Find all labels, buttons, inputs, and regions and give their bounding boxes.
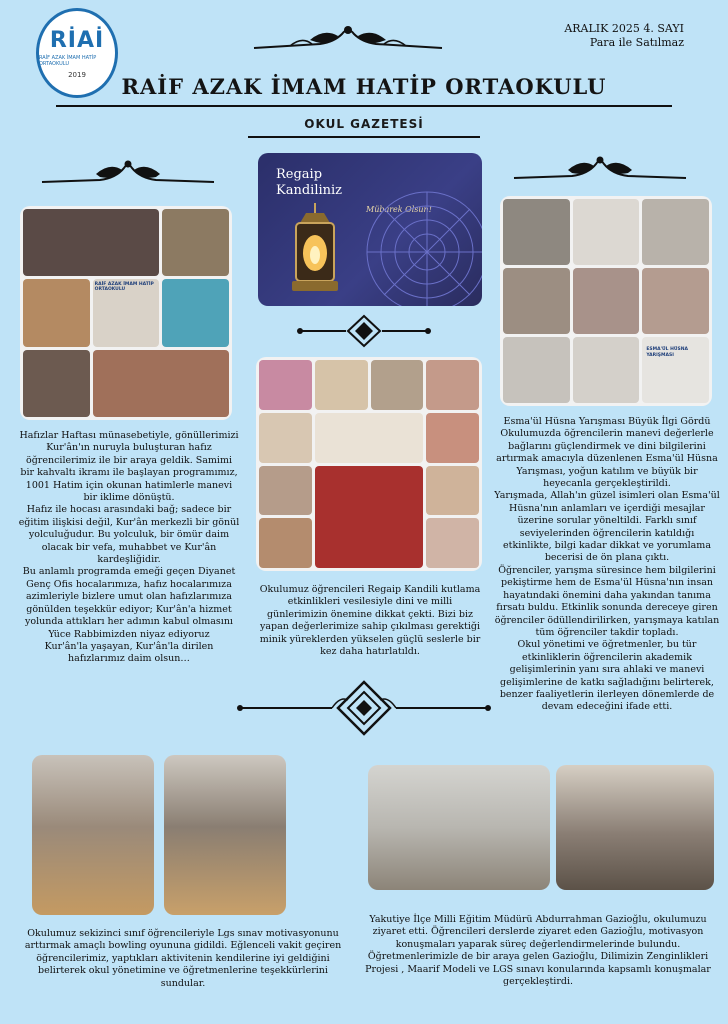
esma-paragraph-3: Öğrenciler, yarışma süresince hem bilgilerini pekiştirme hem de Esma'ül Hüsna'nın insan hayatındaki önemini daha yakından tanıma fırsatı buldu. Etkinlik sonunda dereceye giren öğrenciler ödüllendirilirken, yarışmaya katılan tüm öğrenciler takdir topladı. [494,564,720,638]
regaip-title [276,167,342,199]
mandala-icon [362,187,482,306]
photo-award-3 [642,268,709,334]
esma-headline: Esma'ül Hüsna Yarışması Büyük İlgi Gördü [503,416,711,427]
hafizlar-paragraph-4: Kur'ân'la yaşayan, Kur'ân'la dirilen hafızlarımız daim olsun… [44,640,214,665]
photo-outdoor [23,350,90,417]
photo-hall [162,209,229,276]
right-ornament [512,154,688,188]
esma-photo-collage [500,196,712,406]
bowling-paragraph: Okulumuz sekizinci sınıf öğrencileriyle Lgs sınav motivasyonunu arttırmak amaçlı bowling oyununa gidildi. Eğlenceli vakit geçiren öğrencilerimiz, yaptıkları aktivitenin kendilerine iyi geldiğini belirterek okul yönetimine ve öğretmenlerine teşekkürlerini sundular. [24,928,342,989]
hafizlar-photo-collage [20,206,232,420]
regaip-kandili-card [258,153,482,306]
lantern-icon [280,201,350,301]
left-ornament [40,158,216,192]
header-ornament [250,22,446,58]
regaip-paragraph: Okulumuz öğrencileri Regaip Kandili kutlama etkinlikleri vesilesiyle dini ve milli günlerimizin önemine dikkat çekti. Bizi biz yapan değerlerimize sahip çıkılması gerektiği minik yüreklerden yükselen güçlü seslerle bir kez daha hatırlatıldı. [259,584,481,658]
photo-cookies [259,518,312,568]
price-line: Para ile Satılmaz [589,36,684,49]
photo-kids-1 [259,360,312,410]
esma-board-text: ESMA'ÜL HÜSNA YARIŞMASI [646,347,688,358]
photo-esma-board [642,337,709,403]
photo-kids-5 [259,413,312,463]
photo-classroom-2 [573,199,640,265]
bowling-photo-2 [164,755,286,915]
esma-article [494,416,720,714]
esma-paragraph-2: Yarışmada, Allah'ın güzel isimleri olan Esma'ül Hüsna'nın anlamları ve içerdiği mesajlar üzerine sorular yöneltildi. Farklı sınıf seviyelerinden öğrencilerin katıldığı etkinlikte, bilgi kadar dikkat ve yorumlama becerisi de ön plana çıktı. [494,490,720,564]
hafizlar-paragraph-2: Hafız ile hocası arasındaki bağ; sadece bir eğitim ilişkisi değil, Kur'ân merkezli bir gönül yolculuğudur. Bu yolculuk, bir ömür daim olacak bir vefa, muhabbet ve Kur'ân kardeşliğidir. [18,504,240,566]
visit-article [356,914,720,988]
logo-subtitle: RAİF AZAK İMAM HATİP ORTAOKULU [39,54,97,67]
bowling-photo-1 [32,755,154,915]
photo-banner [93,279,160,346]
visit-paragraph: Yakutiye İlçe Milli Eğitim Müdürü Abdurrahman Gazioğlu, okulumuzu ziyaret etti. Öğrencileri derslerde ziyaret eden Gazioğlu, motivasyon konuşmaları yaparak süreç değerlendirmelerinde bulundu. Öğretmenlerimizle de bir araya gelen Gazioğlu, Dilimizin Zenginlikleri Projesi , Maarif Modeli ve LGS sınavı konularında kapsamlı konuşmalar gerçekleştirdi. [365,914,711,988]
photo-table [162,279,229,346]
photo-group [23,209,159,276]
center-ornament [296,314,432,348]
logo-mark: RİAİ [49,27,105,53]
photo-kids-8 [426,466,479,516]
photo-classroom-1 [503,199,570,265]
photo-award-1 [503,268,570,334]
photo-classroom-3 [642,199,709,265]
photo-kids-4 [426,360,479,410]
bowling-article [18,928,348,990]
photo-kids-6 [426,413,479,463]
banner-text: RAİF AZAK İMAM HATİP ORTAOKULU [94,282,154,293]
photo-crafts [315,413,424,463]
label-rule [248,136,480,138]
esma-paragraph-1: Okulumuzda öğrencilerin manevi değerlerle bağlarını güçlendirmek ve dini bilgilerini artırmak amacıyla düzenlenen Esma'ül Hüsna Yarışması, yoğun katılım ve büyük bir heyecanla gerçekleştirildi. [496,428,718,490]
hafizlar-paragraph-3: Bu anlamlı programda emeği geçen Diyanet Genç Ofis hocalarımıza, hafız hocalarımıza azimleriyle bizlere umut olan hafızlarımıza gönülden teşekkür ediyor; Kur'ân'a hizmet yolunda attıkları her adımın kabul olmasını Yüce Rabbimizden niyaz ediyoruz [22,566,236,640]
title-rule [56,105,672,107]
logo-year: 2019 [68,70,86,79]
photo-kids-3 [371,360,424,410]
photo-kids-9 [426,518,479,568]
regaip-title-line1: Regaip [276,167,323,182]
school-title: RAİF AZAK İMAM HATİP ORTAOKULU [121,74,607,99]
hafizlar-article [18,430,240,666]
photo-treats [315,466,424,569]
photo-kids-7 [259,466,312,516]
hafizlar-paragraph-1: Hafızlar Haftası münasebetiyle, gönüllerimizi Kur'ân'ın nuruyla buluşturan hafız öğrencilerimiz ile bir araya geldik. Samimi bir kahvaltı ikramı ile başlayan programımız, 1001 Hatim için okunan hatimlerle manevi bir iklime dönüştü. [19,430,239,504]
photo-breakfast [23,279,90,346]
visit-photo-2 [556,765,714,890]
visit-photo-1 [368,765,550,890]
regaip-article [256,584,484,658]
photo-students [503,337,570,403]
issue-info [564,22,684,50]
paper-label: OKUL GAZETESİ [304,117,424,131]
photo-board-students [573,337,640,403]
photo-award-2 [573,268,640,334]
photo-kids-2 [315,360,368,410]
regaip-photo-collage [256,357,482,571]
regaip-script: Mübarek Olsun! [366,205,432,214]
middle-divider-ornament [236,678,492,738]
regaip-title-line2: Kandiliniz [276,183,343,198]
esma-paragraph-4: Okul yönetimi ve öğretmenler, bu tür etkinliklerin öğrencilerin akademik gelişimlerinin yanı sıra ahlaki ve manevi gelişimlerine de katkı sağladığını belirterek, benzer faaliyetlerin ilerleyen dönemlerde de devam edeceğini ifade etti. [499,639,715,713]
photo-hafiz-group [93,350,229,417]
issue-line: ARALIK 2025 4. SAYI [564,22,684,35]
